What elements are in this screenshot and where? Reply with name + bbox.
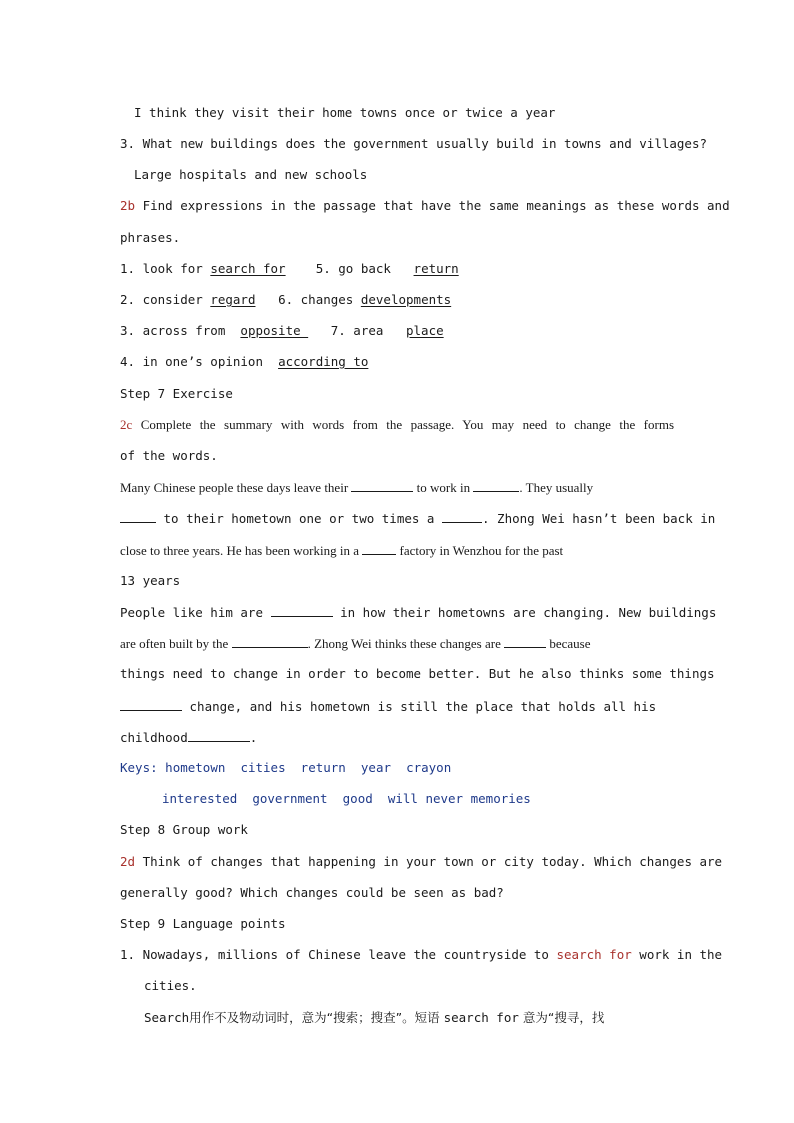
keys-label: Keys:: [120, 760, 158, 775]
lp-text: work in the: [639, 947, 723, 962]
summary-text: to work in: [416, 480, 471, 495]
vocab-term: 2. consider: [120, 292, 203, 307]
vocab-term: 7. area: [330, 323, 384, 338]
summary-line-9: [120, 729, 257, 745]
vocab-term: 3. across from: [120, 323, 226, 338]
vocab-answer: return: [413, 261, 459, 276]
summary-text: People like him are: [120, 605, 263, 620]
exercise-tag: 2b: [120, 198, 136, 213]
key-word: crayon: [406, 760, 452, 775]
exercise-2c-instruction: [120, 417, 674, 433]
exercise-tag: 2d: [120, 854, 136, 869]
summary-text: childhood: [120, 730, 188, 745]
step-8-heading: Step 8 Group work: [120, 822, 248, 837]
exercise-tag: 2c: [120, 417, 133, 432]
exercise-2b-instruction-cont: phrases.: [120, 230, 181, 245]
lp-note-text-cn: 用作不及物动词时，意为“搜索；搜查”。短语: [189, 1010, 440, 1025]
answer-line: I think they visit their home towns once or twice a year: [134, 105, 556, 120]
language-point-1-note: [144, 1010, 604, 1026]
vocab-term: 1. look for: [120, 261, 203, 276]
vocab-answer: regard: [210, 292, 256, 307]
blank-field[interactable]: [120, 510, 156, 523]
instruction-text: Complete the summary with words from the passage. You may need to change the forms: [140, 417, 675, 432]
vocab-row-1: [120, 261, 459, 277]
key-word: return: [300, 760, 346, 775]
summary-text: .: [249, 730, 258, 745]
lp-note-text-cn: 意为“搜寻，找: [522, 1010, 605, 1025]
summary-line-1: [120, 479, 593, 495]
blank-field[interactable]: [504, 635, 546, 648]
summary-text: factory in Wenzhou for the past: [399, 543, 564, 558]
lp-note-text: search for: [443, 1010, 519, 1025]
vocab-row-4: [120, 354, 368, 370]
key-word: year: [360, 760, 391, 775]
summary-text: are often built by the: [120, 636, 229, 651]
vocab-answer: opposite: [240, 323, 309, 338]
summary-text: . Zhong Wei hasn’t been back in: [482, 511, 716, 526]
summary-text: . Zhong Wei thinks these changes are: [307, 636, 501, 651]
key-word: will never: [387, 791, 464, 806]
language-point-1-cont: cities.: [144, 978, 197, 993]
blank-field[interactable]: [362, 542, 396, 555]
lp-text: 1. Nowadays, millions of Chinese leave the countryside to: [120, 947, 549, 962]
summary-text: close to three years. He has been working in a: [120, 543, 359, 558]
language-point-1: [120, 947, 722, 963]
keys-row-1: [120, 760, 451, 776]
vocab-answer: developments: [360, 292, 452, 307]
key-word: government: [252, 791, 328, 806]
lp-highlight: search for: [556, 947, 632, 962]
vocab-term: 5. go back: [315, 261, 391, 276]
vocab-answer: place: [406, 323, 444, 338]
key-word: good: [342, 791, 373, 806]
step-9-heading: Step 9 Language points: [120, 916, 286, 931]
summary-text: in how their hometowns are changing. New buildings: [340, 605, 717, 620]
summary-line-4: 13 years: [120, 573, 181, 588]
instruction-text: Find expressions in the passage that have the same meanings as these words and: [142, 198, 730, 213]
summary-line-6: [120, 635, 591, 651]
vocab-term: 6. changes: [278, 292, 354, 307]
exercise-2b-instruction: [120, 198, 730, 214]
vocab-term: 4. in one’s opinion: [120, 354, 263, 369]
answer-3: Large hospitals and new schools: [134, 167, 368, 182]
blank-field[interactable]: [442, 510, 482, 523]
summary-line-8: [120, 698, 656, 714]
summary-line-2: [120, 510, 715, 526]
summary-text: . They usually: [519, 480, 594, 495]
exercise-text: Think of changes that happening in your town or city today. Which changes are: [142, 854, 723, 869]
blank-field[interactable]: [271, 604, 333, 617]
exercise-2d-text: [120, 854, 722, 870]
key-word: cities: [240, 760, 286, 775]
question-3: 3. What new buildings does the government usually build in towns and villages?: [120, 136, 707, 151]
lp-note-text: Search: [144, 1010, 190, 1025]
summary-text: Many Chinese people these days leave their: [120, 480, 349, 495]
vocab-answer: search for: [210, 261, 286, 276]
vocab-row-2: [120, 292, 451, 308]
vocab-row-3: [120, 323, 444, 339]
blank-field[interactable]: [473, 479, 519, 492]
blank-field[interactable]: [351, 479, 413, 492]
exercise-2d-text-cont: generally good? Which changes could be seen as bad?: [120, 885, 504, 900]
blank-field[interactable]: [232, 635, 308, 648]
summary-line-5: [120, 604, 716, 620]
summary-line-7: things need to change in order to become better. But he also thinks some things: [120, 666, 715, 681]
vocab-answer: according to: [278, 354, 369, 369]
summary-text: because: [549, 636, 591, 651]
summary-text: change, and his hometown is still the place that holds all his: [189, 699, 657, 714]
keys-row-2: [162, 791, 531, 807]
step-7-heading: Step 7 Exercise: [120, 386, 233, 401]
blank-field[interactable]: [188, 729, 250, 742]
key-word: hometown: [165, 760, 226, 775]
key-word: interested: [162, 791, 238, 806]
key-word: memories: [470, 791, 531, 806]
blank-field[interactable]: [120, 698, 182, 711]
summary-line-3: [120, 542, 674, 558]
summary-text: to their hometown one or two times a: [163, 511, 435, 526]
exercise-2c-instruction-cont: of the words.: [120, 448, 218, 463]
